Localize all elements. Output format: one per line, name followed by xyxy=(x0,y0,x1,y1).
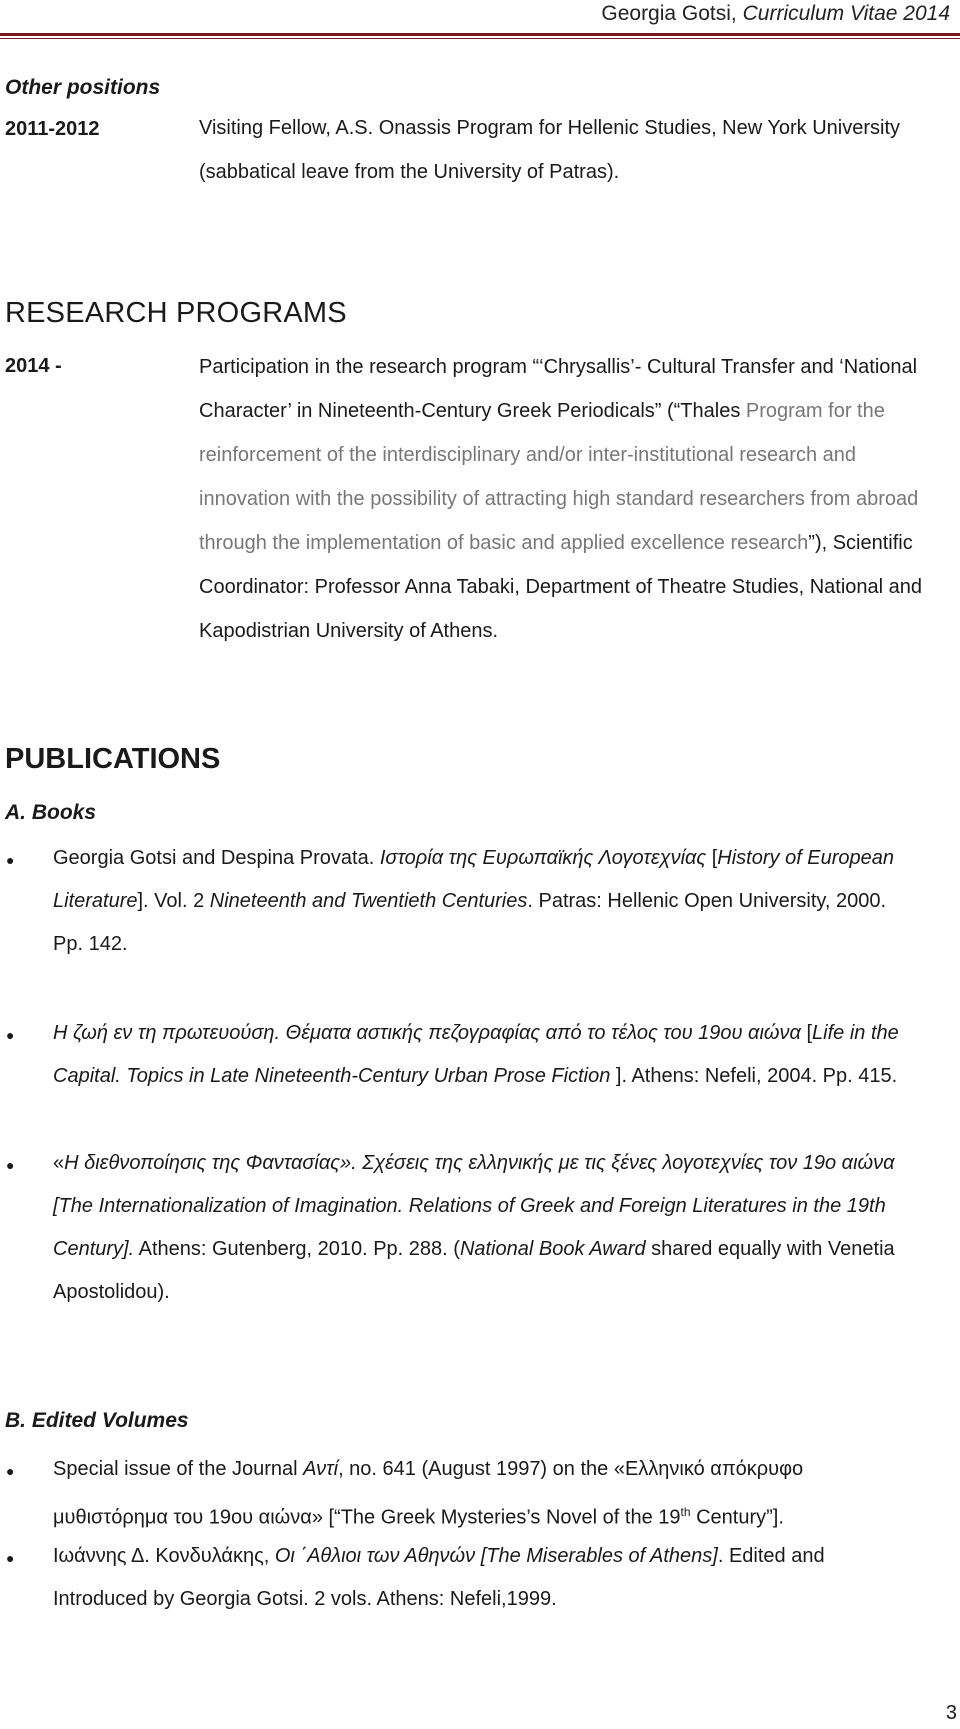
research-line2-text: Character’ in Nineteenth-Century Greek Periodicals” (“Thales xyxy=(199,400,746,422)
book3-english-title-cont: Century]. xyxy=(53,1238,135,1260)
book1-line1 xyxy=(53,837,953,880)
edited1-issue: , no. 641 (August 1997) on the «Ελληνικό απόκρυφο xyxy=(338,1458,804,1480)
edited2-author: Ιωάννης Δ. Κονδυλάκης, xyxy=(53,1545,275,1567)
other-positions-heading: Other positions xyxy=(5,76,161,99)
edited1-line2 xyxy=(53,1491,953,1540)
book1-line2 xyxy=(53,880,953,923)
edited2-note: . Edited and xyxy=(717,1545,825,1567)
book3-greek-title: Η διεθνοποίησις της Φαντασίας». Σχέσεις της ελληνικής με τις ξένες λογοτεχνίες τον 19ο αιώνα xyxy=(64,1152,895,1174)
research-line6: Coordinator: Professor Anna Tabaki, Department of Theatre Studies, National and xyxy=(199,576,923,598)
book2-bracket: [ xyxy=(800,1022,813,1044)
research-line4: innovation with the possibility of attracting high standard researchers from abroad xyxy=(199,488,919,510)
research-line5-gray: through the implementation of basic and applied excellence research xyxy=(199,532,809,554)
book2-greek-title: Η ζωή εν τη πρωτευούση. Θέματα αστικής πεζογραφίας από το τέλος του 19ου αιώνα xyxy=(53,1022,801,1044)
edited-volumes-heading: B. Edited Volumes xyxy=(5,1409,189,1432)
book3-publisher: Athens: Gutenberg, 2010. Pp. 288. ( xyxy=(134,1238,460,1260)
book1-greek-title: Ιστορία της Ευρωπαϊκής Λογοτεχνίας xyxy=(379,847,707,869)
bullet-icon: ● xyxy=(6,1157,15,1173)
book3-line1 xyxy=(53,1142,953,1185)
edited-entry-1 xyxy=(53,1448,953,1540)
research-line2-gray: Program for the xyxy=(745,400,885,422)
bullet-icon: ● xyxy=(6,1550,15,1566)
book-entry-3 xyxy=(53,1142,953,1314)
research-line7: Kapodistrian University of Athens. xyxy=(199,620,499,642)
edited1-journal: Αντί xyxy=(303,1458,339,1480)
edited1-superscript: th xyxy=(680,1505,691,1519)
other-positions-year: 2011-2012 xyxy=(5,118,100,140)
edited2-title: Οι ΄Αθλιοι των Αθηνών [The Miserables of Athens] xyxy=(274,1545,718,1567)
book1-bracket: [ xyxy=(706,847,718,869)
book1-pages: Pp. 142. xyxy=(53,933,128,955)
book1-english-title-cont: Literature xyxy=(53,890,138,912)
book3-award: National Book Award xyxy=(459,1238,646,1260)
header-rule-thick xyxy=(0,33,960,36)
header-doc-title: Curriculum Vitae 2014 xyxy=(742,2,950,25)
edited1-title-end: Century”]. xyxy=(690,1506,784,1529)
header-name: Georgia Gotsi, xyxy=(601,2,743,25)
book2-publisher: ]. Athens: Nefeli, 2004. Pp. 415. xyxy=(610,1065,898,1087)
edited1-title: μυθιστόρημα του 19ου αιώνα» [“The Greek Mysteries’s Novel of the 19 xyxy=(53,1506,681,1529)
running-header xyxy=(0,0,950,36)
book3-line3 xyxy=(53,1228,953,1271)
bullet-icon: ● xyxy=(6,1463,15,1479)
book3-award-note-cont: Apostolidou). xyxy=(53,1281,170,1303)
book1-subtitle: Nineteenth and Twentieth Centuries xyxy=(209,890,528,912)
edited-entry-2 xyxy=(53,1535,953,1621)
edited2-line1 xyxy=(53,1535,953,1578)
other-positions-line2: (sabbatical leave from the University of Patras). xyxy=(199,161,620,183)
bullet-icon: ● xyxy=(6,1027,15,1043)
book1-publisher: . Patras: Hellenic Open University, 2000. xyxy=(527,890,887,912)
book1-authors: Georgia Gotsi and Despina Provata. xyxy=(53,847,380,869)
books-heading: A. Books xyxy=(5,801,97,824)
book3-award-note: shared equally with Venetia xyxy=(645,1238,895,1260)
research-line3: reinforcement of the interdisciplinary and/or inter-institutional research and xyxy=(199,444,857,466)
book-entry-1 xyxy=(53,837,953,966)
book-entry-2 xyxy=(53,1012,953,1098)
book2-english-title-cont: Capital. Topics in Late Nineteenth-Century Urban Prose Fiction xyxy=(53,1065,611,1087)
book3-quote: « xyxy=(53,1152,65,1174)
research-line5-text: ”), Scientific xyxy=(808,532,913,554)
header-rule-thin xyxy=(0,38,960,39)
research-line2 xyxy=(199,389,885,433)
book1-english-title: History of European xyxy=(717,847,895,869)
book2-line1 xyxy=(53,1012,953,1055)
publications-heading: PUBLICATIONS xyxy=(5,743,221,775)
edited2-line2: Introduced by Georgia Gotsi. 2 vols. Athens: Nefeli,1999. xyxy=(53,1588,557,1610)
research-line5 xyxy=(199,521,913,565)
book1-vol: ]. Vol. 2 xyxy=(137,890,210,912)
book2-english-title: Life in the xyxy=(812,1022,899,1044)
edited1-prefix: Special issue of the Journal xyxy=(53,1458,304,1480)
research-line1: Participation in the research program “‘Chrysallis’- Cultural Transfer and ‘National xyxy=(199,356,918,378)
edited1-line1 xyxy=(53,1448,953,1491)
research-year: 2014 - xyxy=(5,355,62,377)
book3-line2 xyxy=(53,1185,953,1228)
book2-line2 xyxy=(53,1055,953,1098)
other-positions-line1: Visiting Fellow, A.S. Onassis Program for Hellenic Studies, New York University xyxy=(199,117,901,139)
research-programs-heading: RESEARCH PROGRAMS xyxy=(5,297,347,329)
book3-english-title: [The Internationalization of Imagination. Relations of Greek and Foreign Literatures in the 19th xyxy=(53,1195,886,1217)
page-number: 3 xyxy=(945,1702,957,1724)
bullet-icon: ● xyxy=(6,852,15,868)
